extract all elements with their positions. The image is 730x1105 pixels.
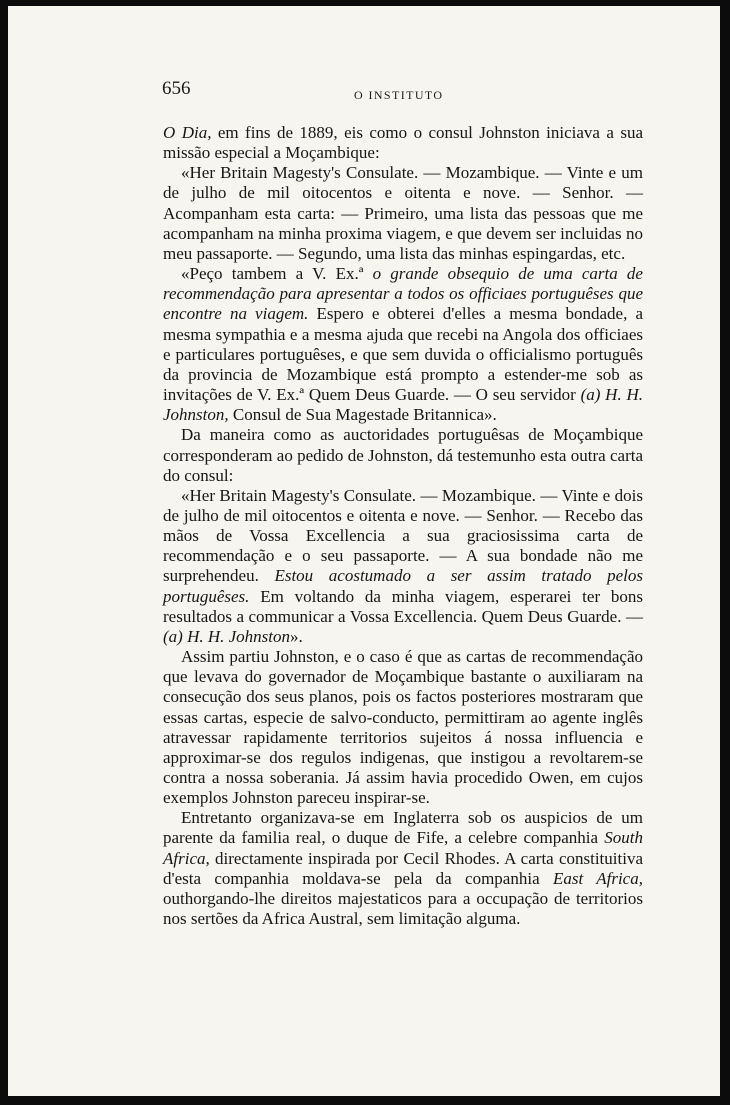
text-span: em fins de 1889, eis como o consul Johnston iniciava a sua missão especial a Moçambique: xyxy=(163,123,643,163)
paragraph-3 xyxy=(163,264,643,425)
emphasis: Estou acostumado a ser assim tratado pelos portuguêses. xyxy=(163,566,644,606)
text-span: Assim partiu Johnston, e o caso é que as cartas de recommendação que levava do governador de Moçambique bastante o auxiliaram na consecução dos seus planos, pois os factos posteriores mostraram que essas cartas, especie de salvo-conducto, permittiram ao agente inglês atravessar rapidamente territorios sujeitos á nossa influencia e approximar-se dos regulos indigenas, que instigou a revoltarem-se contra a nossa soberania. Já assim havia procedido Owen, em cujos exemplos Johnston pareceu inspirar-se. xyxy=(163,647,643,808)
text-span: ». xyxy=(290,626,303,646)
paragraph-2 xyxy=(163,163,643,264)
company-name: East Africa, xyxy=(552,868,643,888)
text-span: «Her Britain Magesty's Consulate. — Mozambique. — Vinte e dois de julho de mil oitocentos e oitenta e nove. — Senhor. — Recebo das mãos de Vossa Excellencia a sua graciosissima carta de recommendação e o seu passaporte. — A sua bondade não me surprehendeu. xyxy=(163,485,643,586)
signature: (a) H. H. Johnston xyxy=(163,626,291,646)
emphasis: o grande obsequio de uma carta de recommendação para apresentar a todos os officiaes portuguêses que encontre na viagem. xyxy=(163,264,643,324)
text-span: Em voltando da minha viagem, esperarei ter bons resultados a communicar a Vossa Excellencia. Quem Deus Guarde. — xyxy=(163,586,643,626)
page-number: 656 xyxy=(162,78,191,99)
paragraph-6 xyxy=(163,647,643,808)
book-page xyxy=(8,6,720,1096)
text-span: outhorgando-lhe direitos majestaticos para a occupação de territorios nos sertões da Africa Austral, sem limitação alguma. xyxy=(163,888,643,929)
text-span: Da maneira como as auctoridades portuguêsas de Moçambique corresponderam ao pedido de Johnston, dá testemunho esta outra carta do consul: xyxy=(163,425,643,485)
text-span: «Peço tambem a V. Ex.ª xyxy=(181,264,373,284)
paragraph-4 xyxy=(163,425,643,485)
text-span: Espero e obterei d'elles a mesma bondade, a mesma sympathia e a mesma ajuda que recebi na Angola dos officiaes e particulares portuguêses, e que sem duvida o officialismo português da provincia de Mozambique está prompto a estender-me sob as invitações de V. Ex.ª Quem Deus Guarde. — O seu servidor xyxy=(163,304,643,405)
body-text xyxy=(163,123,643,929)
paragraph-7 xyxy=(163,808,643,929)
text-span: «Her Britain Magesty's Consulate. — Mozambique. — Vinte e um de julho de mil oitocentos e oitenta e nove. — Senhor. — Acompanham esta carta: — Primeiro, uma lista das pessoas que me acompanham na minha proxima viagem, e que devem ser incluidas no meu passaporte. — Segundo, uma lista das minhas espingardas, etc. xyxy=(163,163,643,263)
signature: (a) H. H. Johnston, xyxy=(163,385,643,425)
paragraph-1 xyxy=(163,123,643,163)
text-span: Consul de Sua Magestade Britannica». xyxy=(228,405,497,425)
periodical-title: O Dia, xyxy=(163,123,212,142)
company-name: South Africa, xyxy=(163,828,643,868)
running-head: O INSTITUTO xyxy=(354,88,444,102)
text-span: Entretanto organizava-se em Inglaterra sob os auspicios de um parente da familia real, o duque de Fife, a celebre companhia xyxy=(163,808,643,848)
text-span: directamente inspirada por Cecil Rhodes. A carta constituitiva d'esta companhia moldava-se pela da companhia xyxy=(163,848,643,888)
paragraph-5 xyxy=(163,486,643,647)
